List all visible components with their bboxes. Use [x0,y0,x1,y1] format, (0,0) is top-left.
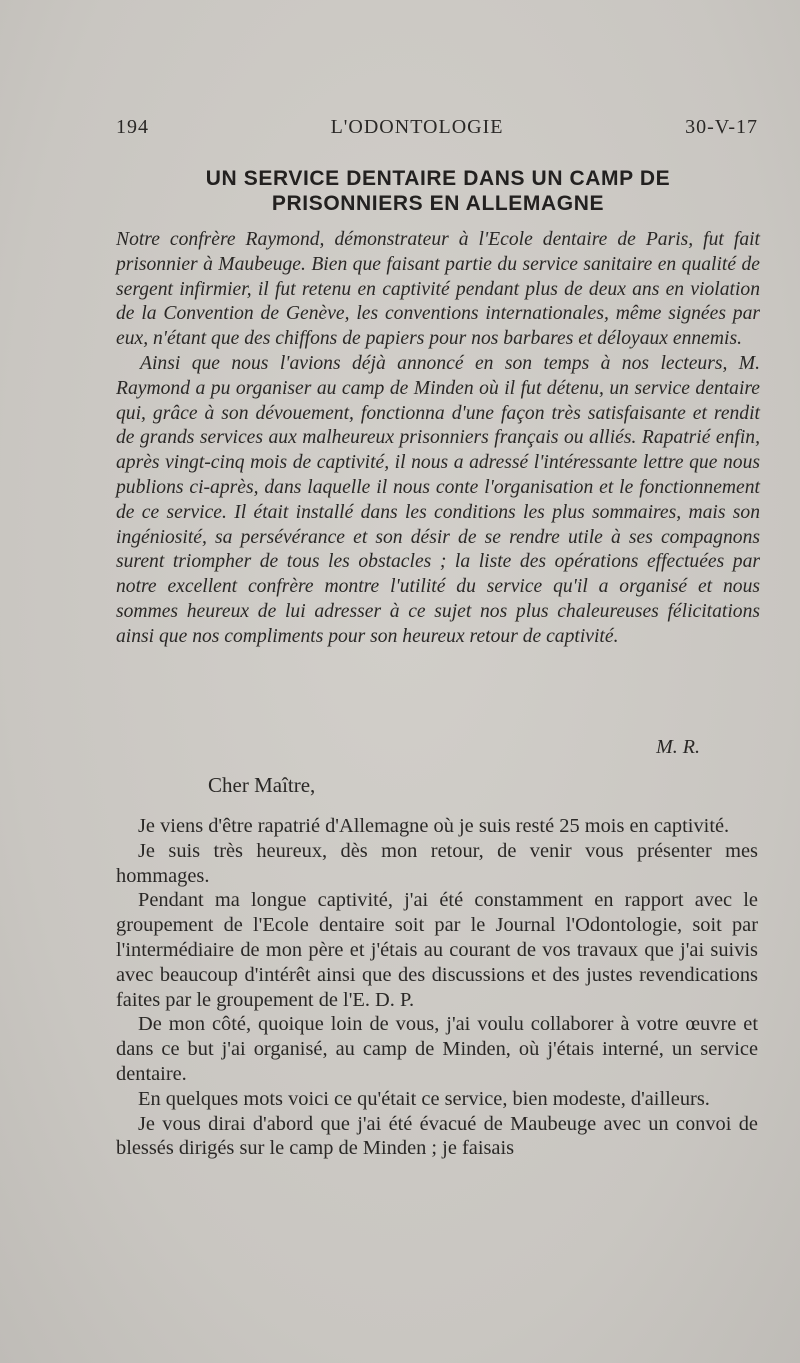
letter-paragraph: Je viens d'être rapatrié d'Allemagne où je suis resté 25 mois en captivité. [138,815,730,837]
article-title-line-2: PRISONNIERS EN ALLEMAGNE [271,192,605,215]
intro-paragraph: Ainsi que nous l'avions déjà annoncé en son temps à nos lecteurs, M. Raymond a pu organiser au camp de Minden où il fut détenu, un service dentaire qui, grâce à son dévouement, fonctionna d'une façon très satisfaisante et rendit de grands services aux malheureux prisonniers français ou alliés. Rapatrié enfin, après vingt-cinq mois de captivité, il nous a adressé l'intéressante lettre que nous publions ci-après, dans laquelle il nous conte l'organisation et le fonctionnement de ce service. Il était installé dans les conditions les plus sommaires, mais son ingéniosité, sa persévérance et son désir de se rendre utile à ses compagnons surent triompher de tous les obstacles ; la liste des opérations effectuées par notre excellent confrère montre l'utilité du service qu'il a organisé et nous sommes heureux de lui adresser à ce sujet nos plus chaleureuses félicitations ainsi que nos compliments pour son heureux retour de captivité. [116,352,760,647]
issue-date: 30-V-17 [685,116,758,138]
intro-paragraph: Notre confrère Raymond, démonstrateur à l'Ecole dentaire de Paris, fut fait prisonnier à Maubeuge. Bien que faisant partie du service sanitaire en qualité de sergent infirmier, il fut retenu en captivité pendant plus de deux ans en violation de la Convention de Genève, les conventions internationales, même signées par eux, n'étant que des chiffons de papiers pour nos barbares et déloyaux ennemis. [116,229,760,350]
article-title [118,166,758,216]
letter-body [116,814,758,1161]
letter-paragraph: Pendant ma longue captivité, j'ai été constamment en rapport avec le groupement de l'Ecole dentaire soit par le Journal l'Odontologie, soit par l'intermédiaire de mon père et j'étais au courant de vos travaux que j'ai suivis avec beaucoup d'intérêt ainsi que des discussions et des justes revendications faites par le groupement de l'E. D. P. [116,889,758,1011]
letter-paragraph: De mon côté, quoique loin de vous, j'ai voulu collaborer à votre œuvre et dans ce but j'ai organisé, au camp de Minden, où j'étais interné, un service dentaire. [116,1013,758,1085]
journal-name: L'ODONTOLOGIE [330,116,504,138]
editor-signature: M. R. [656,736,700,758]
page-number: 194 [116,116,149,138]
letter-paragraph: Je vous dirai d'abord que j'ai été évacué de Maubeuge avec un convoi de blessés dirigés sur le camp de Minden ; je faisais [116,1112,758,1160]
letter-paragraph: En quelques mots voici ce qu'était ce service, bien modeste, d'ailleurs. [138,1087,710,1110]
editorial-introduction [116,228,760,650]
article-title-line-1: UN SERVICE DENTAIRE DANS UN CAMP DE [205,167,671,190]
letter-paragraph: Je suis très heureux, dès mon retour, de venir vous présenter mes hommages. [116,839,758,887]
running-head [116,116,758,142]
letter-salutation: Cher Maître, [208,773,316,797]
